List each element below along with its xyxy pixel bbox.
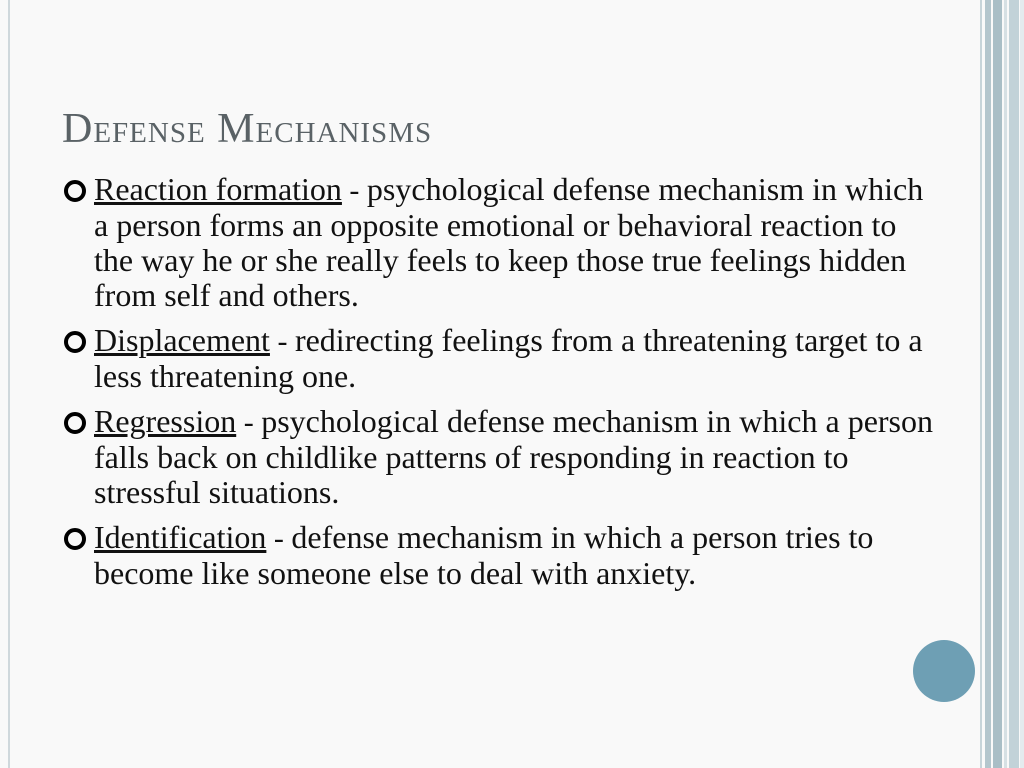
- bullet-separator: -: [341, 174, 367, 207]
- bullet-term: Identification: [94, 519, 267, 555]
- left-border-line: [8, 0, 10, 768]
- right-stripe-4: [1004, 0, 1007, 768]
- bullet-separator: -: [269, 325, 295, 358]
- bullet-term: Displacement: [94, 322, 270, 358]
- hollow-circle-bullet-icon: [64, 331, 86, 353]
- bullet-item: [62, 172, 942, 313]
- bullet-item: [62, 404, 942, 510]
- slide-title: Defense Mechanisms: [62, 106, 433, 152]
- right-stripe-2: [985, 0, 991, 768]
- right-stripe-5: [1009, 0, 1019, 768]
- bullet-separator: -: [266, 522, 292, 555]
- bullet-description: psychological defense mechanism in which a person falls back on childlike patterns of responding in reaction to stressful situations.: [94, 403, 933, 510]
- bullet-item: [62, 520, 942, 591]
- bullet-term: Reaction formation: [94, 171, 342, 207]
- bullet-list: [62, 172, 942, 601]
- bullet-description: redirecting feelings from a threatening target to a less threatening one.: [94, 322, 923, 394]
- bullet-separator: -: [236, 406, 262, 439]
- bullet-description: psychological defense mechanism in which a person forms an opposite emotional or behavioral reaction to the way he or she really feels to keep those true feelings hidden from self and others.: [94, 171, 924, 313]
- right-stripe-6: [1020, 0, 1024, 768]
- filled-circle-icon: [913, 640, 975, 702]
- hollow-circle-bullet-icon: [64, 528, 86, 550]
- right-stripe-1: [980, 0, 982, 768]
- bullet-description: defense mechanism in which a person tries to become like someone else to deal with anxiety.: [94, 519, 874, 591]
- bullet-item: [62, 323, 942, 394]
- bullet-term: Regression: [94, 403, 237, 439]
- hollow-circle-bullet-icon: [64, 180, 86, 202]
- right-stripe-3: [993, 0, 1002, 768]
- hollow-circle-bullet-icon: [64, 412, 86, 434]
